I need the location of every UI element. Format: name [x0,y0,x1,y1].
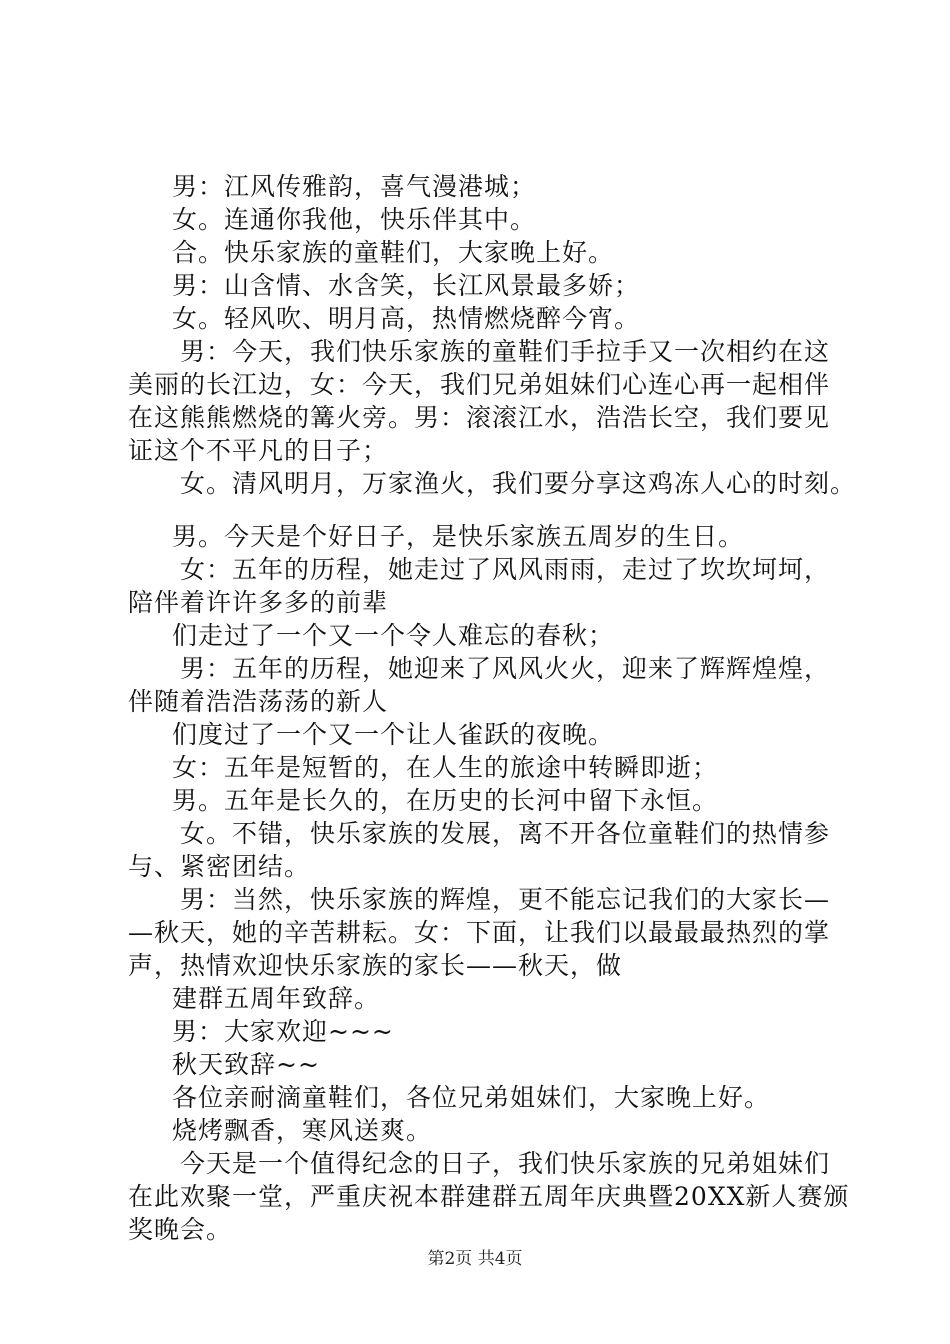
text-line: 在这熊熊燃烧的篝火旁。男：滚滚江水，浩浩长空，我们要见 [128,403,831,432]
page-footer: 第2页 共4页 [427,1249,523,1269]
text-line: 证这个不平凡的日子； [128,436,389,465]
text-line: 合。快乐家族的童鞋们，大家晚上好。 [172,238,615,267]
text-line: 们走过了一个又一个令人难忘的春秋； [172,621,615,650]
text-line: 伴随着浩浩荡荡的新人 [128,687,389,716]
text-line: 女：五年是短暂的，在人生的旅途中转瞬即逝； [172,753,719,782]
text-line: 女。不错，快乐家族的发展，离不开各位童鞋们的热情参 [180,819,831,848]
text-line: 今天是一个值得纪念的日子，我们快乐家族的兄弟姐妹们 [180,1149,831,1178]
text-line: 女。连通你我他，快乐伴其中。 [172,205,537,234]
text-line: 烧烤飘香，寒风送爽。 [172,1116,433,1145]
text-line: 秋天致辞~~ [172,1050,320,1079]
text-line: 男：当然，快乐家族的辉煌，更不能忘记我们的大家长— [180,885,831,914]
text-line: 声，热情欢迎快乐家族的家长——秋天，做 [128,951,623,980]
text-line: 男：大家欢迎~~~ [172,1017,394,1046]
text-line: 奖晚会。 [128,1215,233,1244]
text-line: 陪伴着许许多多的前辈 [128,588,389,617]
text-line: 与、紧密团结。 [128,852,311,881]
text-line: 美丽的长江边，女：今天，我们兄弟姐妹们心连心再一起相伴 [128,370,831,399]
document-body [128,170,857,1246]
text-line: 男：今天，我们快乐家族的童鞋们手拉手又一次相约在这 [180,337,831,366]
text-line: 建群五周年致辞。 [172,984,381,1013]
text-line: 男。五年是长久的，在历史的长河中留下永恒。 [172,786,719,815]
text-line: 女：五年的历程，她走过了风风雨雨，走过了坎坎坷坷， [180,555,831,584]
text-line: 男：五年的历程，她迎来了风风火火，迎来了辉辉煌煌， [180,654,831,683]
text-line: 女。清风明月，万家渔火，我们要分享这鸡冻人心的时刻。 [180,469,857,498]
paragraph-gap [128,500,848,520]
text-line: 们度过了一个又一个让人雀跃的夜晚。 [172,720,615,749]
text-line: 男：江风传雅韵，喜气漫港城； [172,172,537,201]
text-line: 在此欢聚一堂，严重庆祝本群建群五周年庆典暨20XX新人赛颁 [128,1182,850,1211]
text-line: —秋天，她的辛苦耕耘。女：下面，让我们以最最最热烈的掌 [128,918,831,947]
text-line: 女。轻风吹、明月高，热情燃烧醉今宵。 [172,304,641,333]
text-line: 男：山含情、水含笑，长江风景最多娇； [172,271,641,300]
text-line: 各位亲耐滴童鞋们，各位兄弟姐妹们，大家晚上好。 [172,1083,771,1112]
text-line: 男。今天是个好日子，是快乐家族五周岁的生日。 [172,522,745,551]
